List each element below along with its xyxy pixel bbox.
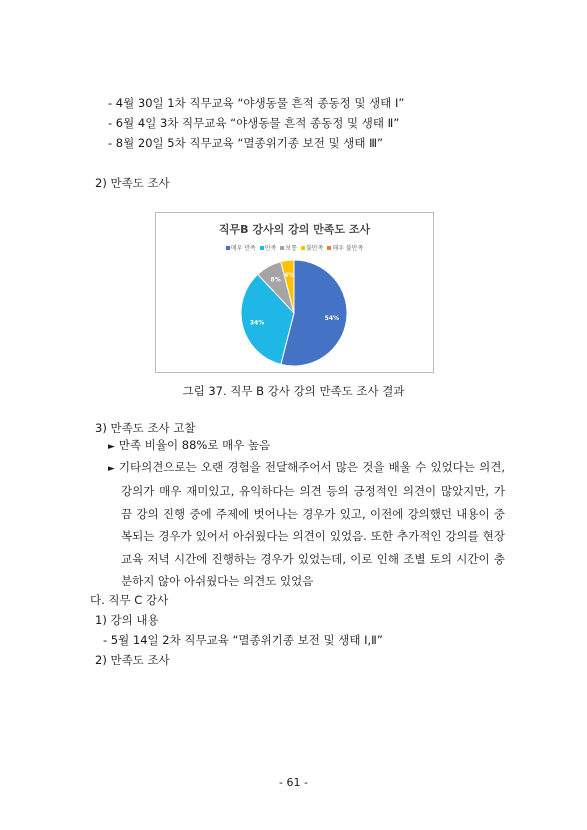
pie-data-label: 34%	[249, 319, 265, 327]
arrow-bullet-icon: ►	[108, 464, 115, 474]
pie-data-label: 4%	[284, 272, 295, 280]
lecture-item-1: - 4월 30일 1차 직무교육 “야생동물 흔적 종동정 및 생태 Ⅰ”	[108, 96, 405, 110]
pie-plot	[156, 213, 433, 372]
legend-label: 불만족	[306, 245, 324, 252]
legend-label: 매우 만족	[230, 245, 256, 252]
bullet-text: 기타의견으로는 오랜 경험을 전달해주어서 많은 것을 배울 수 있었다는 의견, 강의가 매우 재미있고, 유익하다는 의견 등의 긍정적인 의견이 많았지만, 가끔 강의 진행 중에 주제에 벗어나는 경우가 있고, 이전에 강의했던 내용이 중복되는 경우가 있어서 아쉬웠다는 의견이 있었음. 또한 추가적인 강의를 현장교육 저녁 시간에 진행하는 경우가 있었는데, 이로 인해 조별 토의 시간이 충분하지 않아 아쉬웠다는 의견도 있었음	[118, 460, 505, 589]
section-c-survey-heading: 2) 만족도 조사	[95, 653, 170, 667]
legend-label: 보통	[285, 245, 297, 252]
figure-caption: 그림 37. 직무 B 강사 강의 만족도 조사 결과	[182, 384, 405, 398]
legend-label: 만족	[264, 245, 277, 252]
lecture-item-2: - 6월 4일 3차 직무교육 “야생동물 흔적 종동정 및 생태 Ⅱ”	[108, 116, 400, 130]
bullet-text: 만족 비율이 88%로 매우 높음	[118, 438, 271, 452]
satisfaction-pie-chart	[155, 212, 434, 373]
bullet-item-1	[108, 434, 505, 458]
analysis-heading: 3) 만족도 조사 고찰	[95, 421, 196, 435]
section-c-heading: 다. 직무 C 강사	[90, 593, 169, 607]
survey-heading-b: 2) 만족도 조사	[95, 176, 170, 190]
page-number: - 61 -	[279, 776, 308, 789]
chart-title: 직무B 강사의 강의 만족도 조사	[218, 223, 371, 236]
bullet-item-2	[108, 456, 505, 592]
section-c-content-heading: 1) 강의 내용	[95, 613, 159, 627]
pie-data-label: 54%	[324, 314, 340, 322]
lecture-item-3: - 8월 20일 5차 직무교육 “멸종위기종 보전 및 생태 Ⅲ”	[108, 136, 384, 150]
section-c-lecture-item: - 5월 14일 2차 직무교육 “멸종위기종 보전 및 생태 Ⅰ,Ⅱ”	[103, 633, 383, 647]
arrow-bullet-icon: ►	[108, 442, 115, 452]
pie-data-label: 8%	[270, 276, 281, 284]
legend-label: 매우 불만족	[332, 245, 364, 252]
